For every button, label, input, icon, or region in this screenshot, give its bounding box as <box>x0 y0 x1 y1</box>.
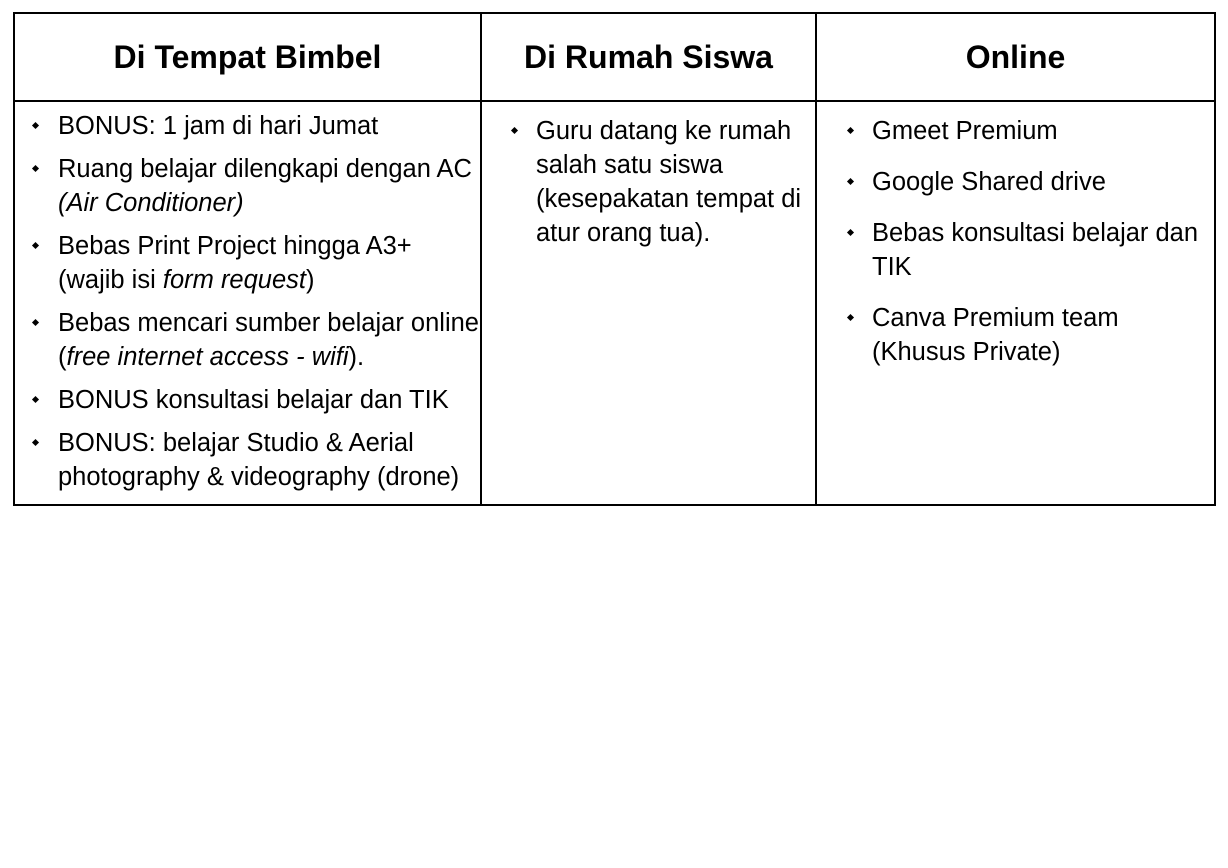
list-item: Bebas mencari sumber belajar online (free internet access - wifi). <box>15 306 480 374</box>
diamond-bullet-icon <box>32 439 39 446</box>
list-di-rumah-siswa <box>482 102 815 250</box>
cell-online <box>816 101 1215 505</box>
list-di-tempat-bimbel <box>15 102 480 494</box>
diamond-bullet-icon <box>847 229 854 236</box>
diamond-bullet-icon <box>32 242 39 249</box>
content-row <box>14 101 1215 505</box>
diamond-bullet-icon <box>847 127 854 134</box>
diamond-bullet-icon <box>32 165 39 172</box>
list-item: BONUS: belajar Studio & Aerial photography & videography (drone) <box>15 426 480 494</box>
cell-di-rumah-siswa <box>481 101 816 505</box>
list-item: BONUS konsultasi belajar dan TIK <box>15 383 480 417</box>
diamond-bullet-icon <box>32 319 39 326</box>
list-item: Canva Premium team (Khusus Private) <box>817 301 1214 369</box>
comparison-table <box>13 12 1216 506</box>
list-item: Guru datang ke rumah salah satu siswa (kesepakatan tempat di atur orang tua). <box>482 114 815 250</box>
list-item: Google Shared drive <box>817 165 1214 199</box>
list-item: Bebas konsultasi belajar dan TIK <box>817 216 1214 284</box>
list-online <box>817 102 1214 369</box>
diamond-bullet-icon <box>847 314 854 321</box>
header-di-rumah-siswa: Di Rumah Siswa <box>481 13 816 101</box>
diamond-bullet-icon <box>847 178 854 185</box>
diamond-bullet-icon <box>32 122 39 129</box>
list-item: Ruang belajar dilengkapi dengan AC (Air Conditioner) <box>15 152 480 220</box>
list-item: Gmeet Premium <box>817 114 1214 148</box>
header-di-tempat-bimbel: Di Tempat Bimbel <box>14 13 481 101</box>
diamond-bullet-icon <box>32 396 39 403</box>
cell-di-tempat-bimbel <box>14 101 481 505</box>
list-item: Bebas Print Project hingga A3+ (wajib isi form request) <box>15 229 480 297</box>
header-online: Online <box>816 13 1215 101</box>
diamond-bullet-icon <box>511 127 518 134</box>
header-row <box>14 13 1215 101</box>
list-item: BONUS: 1 jam di hari Jumat <box>15 109 480 143</box>
